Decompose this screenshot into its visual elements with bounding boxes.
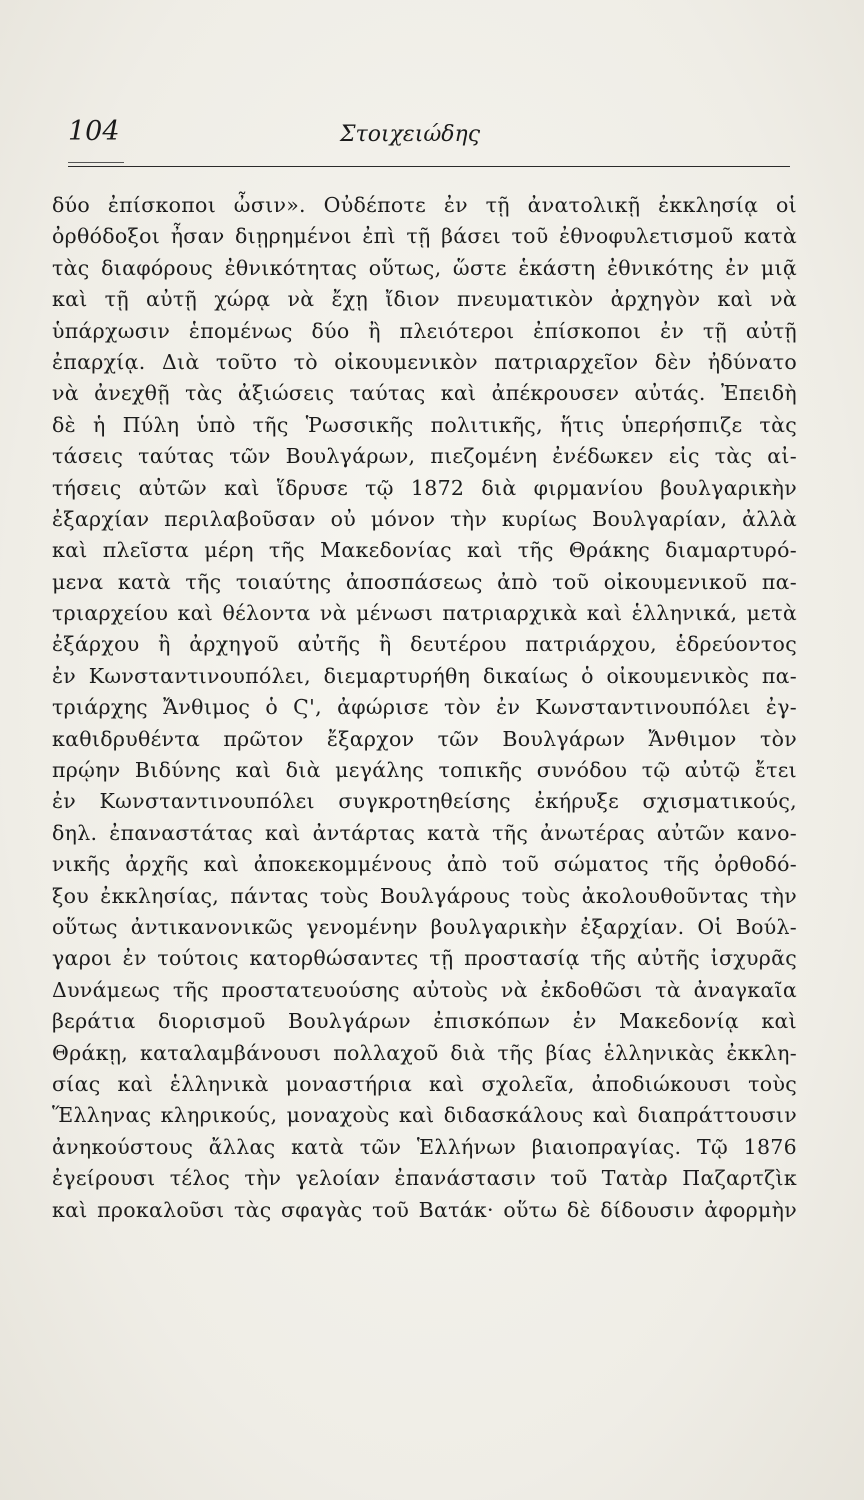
page-header — [68, 116, 788, 152]
running-title: Στοιχειώδης — [340, 122, 481, 147]
text-line: ἐξάρχου ἢ ἀρχηγοῦ αὐτῆς ἢ δευτέρου πατριάρχου, ἑδρεύοντος — [52, 632, 797, 657]
text-line: βεράτια διορισμοῦ Βουλγάρων ἐπισκόπων ἐν Μακεδονίᾳ καὶ — [52, 1009, 797, 1034]
text-line: δὲ ἡ Πύλη ὑπὸ τῆς Ῥωσσικῆς πολιτικῆς, ἥτις ὑπερήσπιζε τὰς — [52, 412, 797, 437]
text-line: ἐν Κωνσταντινουπόλει συγκροτηθείσης ἐκήρυξε σχισματικούς, — [52, 789, 797, 814]
text-line: ἐξαρχίαν περιλαβοῦσαν οὐ μόνον τὴν κυρίως Βουλγαρίαν, ἀλλὰ — [52, 506, 797, 531]
text-line: τριαρχείου καὶ θέλοντα νὰ μένωσι πατριαρχικὰ καὶ ἑλληνικά, μετὰ — [52, 601, 797, 626]
text-line: τριάρχης Ἄνθιμος ὁ Ϛ', ἀφώρισε τὸν ἐν Κωνσταντινουπόλει ἐγ- — [52, 695, 797, 720]
text-line: ξου ἐκκλησίας, πάντας τοὺς Βουλγάρους τοὺς ἀκολουθοῦντας τὴν — [52, 883, 797, 908]
text-line: ὀρθόδοξοι ἦσαν διῃρημένοι ἐπὶ τῇ βάσει τοῦ ἐθνοφυλετισμοῦ κατὰ — [52, 224, 797, 249]
text-line: μενα κατὰ τῆς τοιαύτης ἀποσπάσεως ἀπὸ τοῦ οἰκουμενικοῦ πα- — [52, 569, 797, 594]
text-line: νικῆς ἀρχῆς καὶ ἀποκεκομμένους ἀπὸ τοῦ σώματος τῆς ὀρθοδό- — [52, 852, 797, 877]
header-rule-short — [68, 162, 124, 163]
text-line: δύο ἐπίσκοποι ὦσιν». Οὐδέποτε ἐν τῇ ἀνατολικῇ ἐκκλησίᾳ οἱ — [52, 193, 797, 217]
text-line: ἀνηκούστους ἄλλας κατὰ τῶν Ἑλλήνων βιαιοπραγίας. Τῷ 1876 — [52, 1134, 797, 1159]
text-line: Ἕλληνας κληρικούς, μοναχοὺς καὶ διδασκάλους καὶ διαπράττουσιν — [52, 1103, 797, 1128]
text-line: ἐπαρχίᾳ. Διὰ τοῦτο τὸ οἰκουμενικὸν πατριαρχεῖον δὲν ἠδύνατο — [52, 349, 797, 374]
text-line: ἐγείρουσι τέλος τὴν γελοίαν ἐπανάστασιν τοῦ Τατὰρ Παζαρτζὶκ — [52, 1166, 797, 1191]
text-line: πρῴην Βιδύνης καὶ διὰ μεγάλης τοπικῆς συνόδου τῷ αὐτῷ ἔτει — [52, 758, 797, 783]
text-line: τήσεις αὐτῶν καὶ ἵδρυσε τῷ 1872 διὰ φιρμανίου βουλγαρικὴν — [52, 475, 797, 500]
header-rule — [68, 166, 790, 167]
text-line: τὰς διαφόρους ἐθνικότητας οὕτως, ὥστε ἑκάστη ἐθνικότης ἐν μιᾷ — [52, 255, 797, 280]
text-line: Θράκῃ, καταλαμβάνουσι πολλαχοῦ διὰ τῆς βίας ἑλληνικὰς ἐκκλη- — [52, 1040, 797, 1065]
text-line: ἐν Κωνσταντινουπόλει, διεμαρτυρήθη δικαίως ὁ οἰκουμενικὸς πα- — [52, 663, 797, 688]
text-line: καθιδρυθέντα πρῶτον ἔξαρχον τῶν Βουλγάρων Ἄνθιμον τὸν — [52, 726, 797, 751]
text-line: καὶ πλεῖστα μέρη τῆς Μακεδονίας καὶ τῆς Θράκης διαμαρτυρό- — [52, 538, 797, 563]
text-line: ὑπάρχωσιν ἑπομένως δύο ἢ πλειότεροι ἐπίσκοποι ἐν τῇ αὐτῇ — [52, 318, 797, 343]
text-line: γαροι ἐν τούτοις κατορθώσαντες τῇ προστασίᾳ τῆς αὐτῆς ἰσχυρᾶς — [52, 946, 797, 971]
text-line: καὶ προκαλοῦσι τὰς σφαγὰς τοῦ Βατάκ· οὕτω δὲ δίδουσιν ἀφορμὴν — [52, 1197, 797, 1222]
page-number: 104 — [68, 116, 120, 147]
text-line: καὶ τῇ αὐτῇ χώρᾳ νὰ ἔχῃ ἴδιον πνευματικὸν ἀρχηγὸν καὶ νὰ — [52, 287, 797, 312]
body-text — [52, 190, 797, 1226]
text-line: τάσεις ταύτας τῶν Βουλγάρων, πιεζομένη ἐνέδωκεν εἰς τὰς αἰ- — [52, 444, 797, 469]
text-line: οὕτως ἀντικανονικῶς γενομένην βουλγαρικὴν ἐξαρχίαν. Οἱ Βούλ- — [52, 914, 797, 939]
text-line: Δυνάμεως τῆς προστατευούσης αὐτοὺς νὰ ἐκδοθῶσι τὰ ἀναγκαῖα — [52, 977, 797, 1002]
text-line: νὰ ἀνεχθῇ τὰς ἀξιώσεις ταύτας καὶ ἀπέκρουσεν αὐτάς. Ἐπειδὴ — [52, 381, 797, 406]
text-line: σίας καὶ ἑλληνικὰ μοναστήρια καὶ σχολεῖα, ἀποδιώκουσι τοὺς — [52, 1071, 797, 1096]
text-line: δηλ. ἐπαναστάτας καὶ ἀντάρτας κατὰ τῆς ἀνωτέρας αὐτῶν κανο- — [52, 820, 797, 845]
